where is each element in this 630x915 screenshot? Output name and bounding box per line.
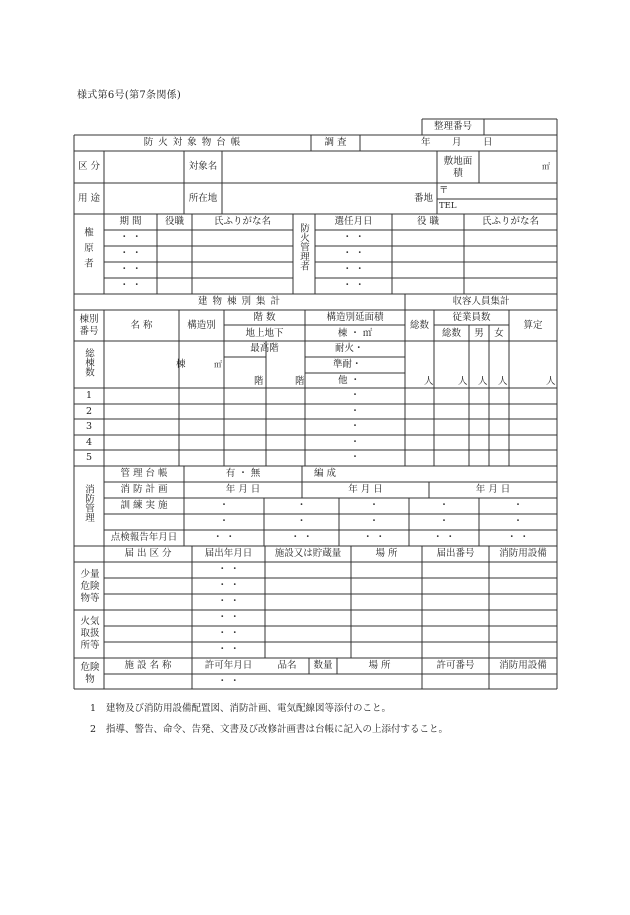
todoke-date-dots-5: ・ ・ (217, 628, 240, 639)
manager-date-4: ・ ・ (342, 280, 365, 291)
todoke-date-dots-3: ・ ・ (217, 596, 240, 607)
basho2-header: 場 所 (368, 660, 391, 671)
kunren-dot-8: ・ (369, 516, 379, 527)
kunren-dot-5: ・ (513, 500, 523, 511)
building-row-4-number: 4 (85, 437, 93, 448)
keikaku-date-3: 年 月 日 (475, 484, 511, 495)
to-m2-header: 棟 ・ ㎡ (337, 328, 373, 339)
taika-label: 耐火・ (335, 343, 364, 354)
kunren-label: 訓 練 実 施 (120, 500, 168, 511)
tenken-date-2: ・ ・ (290, 532, 313, 543)
kozobetsu-header: 構造別 (187, 320, 216, 331)
form-title: 様式第6号(第7条関係) (77, 90, 182, 101)
manager-date-1: ・ ・ (342, 232, 365, 243)
todoke-date-dots-1: ・ ・ (217, 564, 240, 575)
hinmei-header: 品名 (277, 660, 297, 671)
shoryo-kikenbutsu-label: 少量危険物等 (80, 569, 100, 604)
saikokai-label: 最高階 (250, 343, 279, 354)
building-row-3-dot: ・ (350, 421, 360, 432)
building-row-4-dot: ・ (350, 437, 360, 448)
kanri-daicho-label: 管 理 台 帳 (120, 468, 168, 479)
kunren-dot-7: ・ (296, 516, 307, 527)
santei-header: 算定 (523, 320, 543, 331)
umu-label: 有 ・ 無 (225, 468, 261, 479)
kunren-dot-9: ・ (439, 516, 449, 527)
sennin-header: 選任月日 (334, 216, 373, 227)
jugyoin-total-header: 総数 (441, 328, 461, 339)
note-1-text: 建物及び消防用設備配置図、消防計画、電気配線図等添付のこと。 (106, 703, 392, 714)
basho-header: 場 所 (375, 548, 398, 559)
building-row-2-number: 2 (85, 406, 93, 417)
manager-date-3: ・ ・ (342, 264, 365, 275)
sotosu-to-unit: 棟 (176, 359, 186, 370)
kunren-dot-1: ・ (219, 500, 229, 511)
todoke-bango-header: 届出番号 (436, 548, 475, 559)
ledger-title: 防 火 対 象 物 台 帳 (143, 137, 242, 148)
note-2-text: 指導、警告、命令、告発、文書及び改修計画書は台帳に記入の上添付すること。 (106, 724, 449, 735)
todoke-date-header: 届出年月日 (204, 548, 253, 559)
kubun-label: 区 分 (77, 161, 101, 172)
ledger-form (74, 119, 557, 689)
shobo-kanri-label: 消防管理 (83, 484, 94, 522)
rights-date-1: ・ ・ (119, 232, 142, 243)
taishomei-label: 対象名 (188, 161, 218, 172)
banchi-label: 番地 (414, 193, 434, 204)
chijo-chika-header: 地上地下 (245, 328, 284, 339)
sonota-label: 他 ・ (338, 375, 361, 386)
form-grid (74, 119, 557, 689)
todoke-date-dots-6: ・ ・ (217, 644, 240, 655)
building-row-1-dot: ・ (350, 390, 360, 401)
female-header: 女 (494, 328, 504, 339)
building-row-5-dot: ・ (350, 452, 360, 463)
shobo-keikaku-label: 消 防 計 画 (120, 484, 168, 495)
kunren-dot-2: ・ (296, 500, 307, 511)
chosa-year: 年 (421, 137, 431, 148)
tenken-date-5: ・ ・ (506, 532, 530, 543)
kengensha-label: 権原者 (82, 227, 93, 274)
chika-kai-unit: 階 (295, 376, 305, 387)
tenken-label: 点検報告年月日 (110, 532, 178, 543)
chijo-kai-unit: 階 (254, 376, 264, 387)
kikan-header: 期 間 (119, 216, 142, 227)
todoke-kubun-header: 届 出 区 分 (124, 548, 172, 559)
jugyoin-nin-unit: 人 (458, 376, 468, 387)
soukazu-header: 総数 (409, 320, 429, 331)
juntaika-label: 準耐・ (333, 359, 362, 370)
note-1 (90, 698, 448, 719)
shikichi-label-2: 積 (453, 168, 463, 179)
enmenseki-header: 構造別延面積 (326, 312, 384, 323)
male-nin-unit: 人 (478, 376, 488, 387)
sotosu-m2-unit: ㎡ (214, 360, 222, 369)
kyoka-date-dots: ・ ・ (217, 676, 240, 687)
sotosu-label: 総棟数 (83, 348, 94, 377)
tel-label: TEL (439, 201, 457, 211)
bango-label: 番号 (79, 326, 99, 337)
boka-kanrisha-label: 防火管理者 (298, 223, 309, 271)
building-row-5-number: 5 (85, 452, 93, 463)
keikaku-date-2: 年 月 日 (348, 484, 383, 495)
shisetsu-header: 施設又は貯蔵量 (274, 548, 342, 559)
tenken-date-4: ・ ・ (432, 532, 456, 543)
chosa-label: 調 査 (324, 137, 347, 148)
shisetsu-meisho-header: 施 設 名 称 (124, 660, 172, 671)
shikichi-unit: ㎡ (542, 162, 550, 171)
yakushoku2-header: 役 職 (416, 216, 440, 227)
soukazu-nin-unit: 人 (424, 376, 434, 387)
todoke-date-dots-2: ・ ・ (217, 580, 240, 591)
tenken-date-3: ・ ・ (362, 532, 386, 543)
rights-date-4: ・ ・ (119, 280, 142, 291)
setsubi2-header: 消防用設備 (499, 660, 547, 671)
rights-date-3: ・ ・ (119, 264, 142, 275)
jugyoin-header: 従業員数 (452, 312, 491, 323)
yakushoku-header: 役職 (164, 216, 184, 227)
building-row-2-dot: ・ (350, 406, 360, 417)
meisho-header: 名 称 (130, 320, 153, 331)
building-row-3-number: 3 (85, 421, 93, 432)
manager-date-2: ・ ・ (342, 248, 365, 259)
notes (90, 698, 448, 740)
tenken-date-1: ・ ・ (212, 532, 236, 543)
rights-date-2: ・ ・ (119, 248, 142, 259)
note-1-number: 1 (90, 703, 97, 714)
chosa-month: 月 (452, 137, 462, 148)
male-header: 男 (474, 328, 484, 339)
building-row-1-number: 1 (85, 390, 93, 401)
building-section-title: 建 物 棟 別 集 計 (197, 296, 282, 307)
kunren-dot-6: ・ (219, 516, 229, 527)
kaisu-header: 階 数 (253, 312, 276, 323)
note-2 (90, 719, 448, 740)
kunren-dot-3: ・ (369, 500, 379, 511)
capacity-section-title: 収容人員集計 (452, 296, 510, 307)
note-2-number: 2 (90, 724, 97, 735)
chosa-day: 日 (483, 137, 493, 148)
yoto-label: 用 途 (77, 193, 101, 204)
seiri-bango-label: 整理番号 (433, 121, 472, 132)
female-nin-unit: 人 (498, 376, 508, 387)
postal-mark: 〒 (439, 185, 449, 196)
kikenbutsu-label: 危険物 (80, 662, 100, 685)
keikaku-date-1: 年 月 日 (225, 484, 261, 495)
setsubi-header: 消防用設備 (499, 548, 547, 559)
santei-nin-unit: 人 (546, 376, 556, 387)
kyoka-bango-header: 許可番号 (436, 660, 475, 671)
suryo-header: 数量 (313, 660, 333, 671)
todoke-date-dots-4: ・ ・ (217, 612, 240, 623)
shozaichi-label: 所在地 (188, 193, 218, 204)
hensei-label: 編 成 (314, 468, 337, 479)
kaki-toriatsukai-label: 火気取扱所等 (80, 616, 100, 651)
kyoka-date-header: 許可年月日 (204, 660, 253, 671)
kunren-dot-4: ・ (439, 500, 449, 511)
shikichi-label-1: 敷地面 (443, 156, 473, 167)
tobetsu-label: 棟別 (79, 314, 99, 325)
furigana-header: 氏ふりがな名 (213, 216, 271, 227)
furigana2-header: 氏ふりがな名 (481, 216, 539, 227)
kunren-dot-10: ・ (513, 516, 523, 527)
